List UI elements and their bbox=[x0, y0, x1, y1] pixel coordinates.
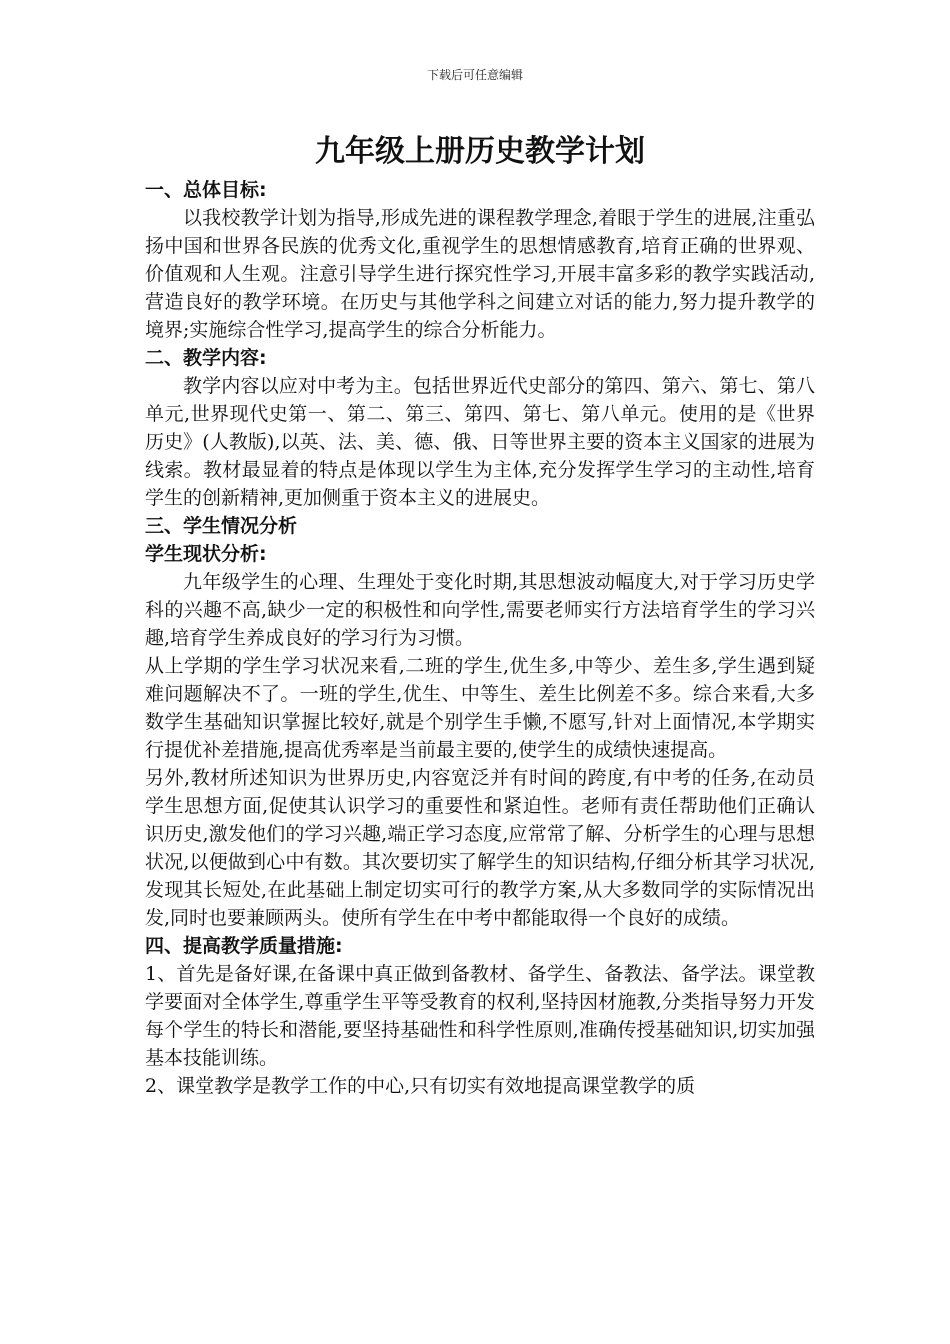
paragraph-student-status: 九年级学生的心理、生理处于变化时期,其思想波动幅度大,对于学习历史学科的兴趣不高,缺少一定的积极性和向学性,需要老师实行方法培育学生的学习兴趣,培育学生养成良好的学习行为习惯。 bbox=[145, 571, 815, 649]
paragraph-content: 教学内容以应对中考为主。包括世界近代史部分的第四、第六、第七、第八单元,世界现代史第一、第二、第三、第四、第七、第八单元。使用的是《世界历史》(人教版),以英、法、美、德、俄、日等世界主要的资本主义国家的进展为线索。教材最显着的特点是体现以学生为主体,充分发挥学生学习的主动性,培育学生的创新精神,更加侧重于资本主义的进展史。 bbox=[145, 375, 815, 509]
section-heading-student-analysis: 三、学生情况分析 bbox=[145, 515, 298, 537]
paragraph-last-semester: 从上学期的学生学习状况来看,二班的学生,优生多,中等少、差生多,学生遇到疑难问题解决不了。一班的学生,优生、中等生、差生比例差不多。综合来看,大多数学生基础知识掌握比较好,就是个别学生手懒,不愿写,针对上面情况,本学期实行提优补差措施,提高优秀率是当前最主要的,使学生的成绩快速提高。 bbox=[145, 655, 815, 761]
document-body bbox=[145, 126, 815, 1100]
section-heading-content: 二、教学内容: bbox=[145, 347, 267, 369]
paragraph-goals: 以我校教学计划为指导,形成先进的课程教学理念,着眼于学生的进展,注重弘扬中国和世界各民族的优秀文化,重视学生的思想情感教育,培育正确的世界观、价值观和人生观。注意引导学生进行探究性学习,开展丰富多彩的教学实践活动,营造良好的教学环境。在历史与其他学科之间建立对话的能力,努力提升教学的境界;实施综合性学习,提高学生的综合分析能力。 bbox=[145, 207, 815, 341]
subheading-student-status: 学生现状分析: bbox=[145, 543, 267, 565]
section-heading-goals: 一、总体目标: bbox=[145, 179, 267, 201]
paragraph-measure-2: 2、课堂教学是教学工作的中心,只有切实有效地提高课堂教学的质 bbox=[145, 1075, 696, 1097]
header-note: 下载后可任意编辑 bbox=[426, 68, 523, 82]
section-heading-measures: 四、提高教学质量措施: bbox=[145, 935, 343, 957]
document-title: 九年级上册历史教学计划 bbox=[315, 134, 645, 169]
paragraph-measure-1: 1、首先是备好课,在备课中真正做到备教材、备学生、备教法、备学法。课堂教学要面对全体学生,尊重学生平等受教育的权利,坚持因材施教,分类指导努力开发每个学生的特长和潜能,要坚持基础性和科学性原则,准确传授基础知识,切实加强基本技能训练。 bbox=[145, 963, 815, 1069]
paragraph-textbook: 另外,教材所述知识为世界历史,内容宽泛并有时间的跨度,有中考的任务,在动员学生思想方面,促使其认识学习的重要性和紧迫性。老师有责任帮助他们正确认识历史,激发他们的学习兴趣,端正学习态度,应常常了解、分析学生的心理与思想状况,以便做到心中有数。其次要切实了解学生的知识结构,仔细分析其学习状况,发现其长短处,在此基础上制定切实可行的教学方案,从大多数同学的实际情况出发,同时也要兼顾两头。使所有学生在中考中都能取得一个良好的成绩。 bbox=[145, 767, 815, 929]
